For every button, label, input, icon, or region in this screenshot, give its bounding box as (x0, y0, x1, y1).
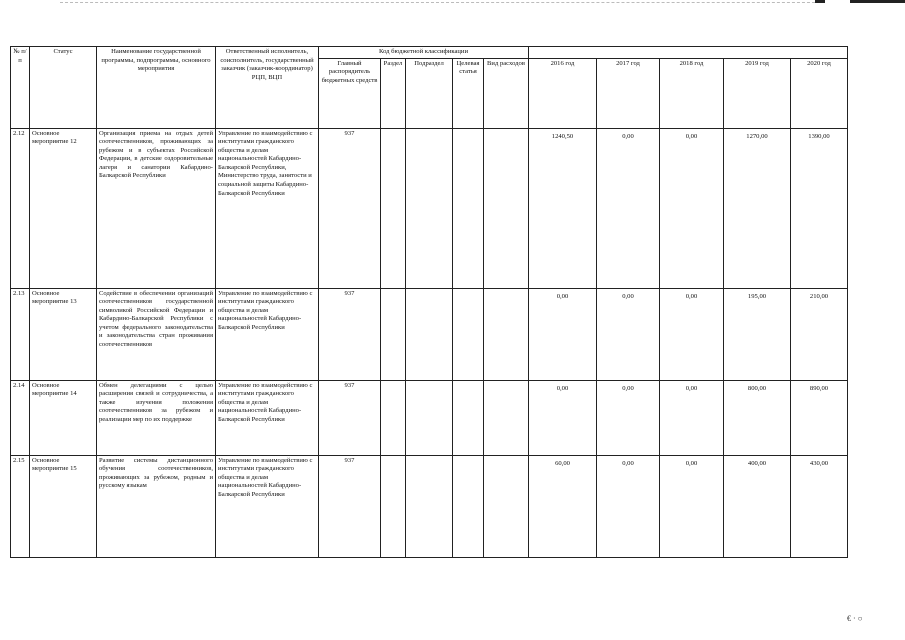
row-status: Основное мероприятие 14 (30, 380, 97, 455)
header-num: № п/п (11, 47, 30, 129)
row-podrazdel (406, 128, 453, 288)
row-celevaya (453, 380, 484, 455)
row-razdel (381, 455, 406, 557)
row-2020: 890,00 (791, 380, 848, 455)
row-celevaya (453, 128, 484, 288)
row-vid (484, 288, 529, 380)
row-2016: 0,00 (529, 380, 597, 455)
row-name: Организация приема на отдых детей соотечественников, проживающих за рубежом и в субъектах Российской Федерации, в детские оздоровительные лагеря и санатории Кабардино-Балкарской Республики (97, 128, 216, 288)
row-celevaya (453, 288, 484, 380)
row-2019: 1270,00 (724, 128, 791, 288)
header-responsible: Ответственный исполнитель, соисполнитель, государственный заказчик (заказчик-координатор) РЦП, ВЦП (216, 47, 319, 129)
header-celevaya: Целевая статья (453, 58, 484, 128)
row-vid (484, 380, 529, 455)
row-status: Основное мероприятие 12 (30, 128, 97, 288)
table-row (11, 380, 848, 455)
budget-program-table (10, 46, 848, 558)
row-responsible: Управление по взаимодействию с институтами гражданского общества и делам национальностей Кабардино-Балкарской Республики (216, 380, 319, 455)
row-2018: 0,00 (660, 128, 724, 288)
header-year-2017: 2017 год (597, 58, 660, 128)
row-name: Содействие в обеспечении организаций соотечественников государственной символикой Российской Федерации и Кабардино-Балкарской Республики с учетом федерального законодательства и законодательства стран проживания соотечественников (97, 288, 216, 380)
row-razdel (381, 128, 406, 288)
row-status: Основное мероприятие 15 (30, 455, 97, 557)
row-2017: 0,00 (597, 455, 660, 557)
row-2017: 0,00 (597, 380, 660, 455)
header-year-2018: 2018 год (660, 58, 724, 128)
row-2016: 1240,50 (529, 128, 597, 288)
table-row (11, 288, 848, 380)
row-grbs: 937 (319, 455, 381, 557)
row-razdel (381, 380, 406, 455)
row-status: Основное мероприятие 13 (30, 288, 97, 380)
row-vid (484, 455, 529, 557)
header-kbk-group: Код бюджетной классификации (319, 47, 529, 59)
row-2020: 1390,00 (791, 128, 848, 288)
header-year-2020: 2020 год (791, 58, 848, 128)
row-num: 2.13 (11, 288, 30, 380)
row-name: Обмен делегациями с целью расширения связей и сотрудничества, а также изучения положения соотечественников за рубежом и реализации мер по их поддержке (97, 380, 216, 455)
row-2017: 0,00 (597, 128, 660, 288)
header-vid: Вид расходов (484, 58, 529, 128)
table-row (11, 128, 848, 288)
row-2019: 400,00 (724, 455, 791, 557)
scan-edge-mark (815, 0, 825, 3)
header-year-2019: 2019 год (724, 58, 791, 128)
row-num: 2.15 (11, 455, 30, 557)
row-podrazdel (406, 455, 453, 557)
row-2018: 0,00 (660, 455, 724, 557)
row-2020: 430,00 (791, 455, 848, 557)
header-podrazdel: Подраздел (406, 58, 453, 128)
row-responsible: Управление по взаимодействию с институтами гражданского общества и делам национальностей Кабардино-Балкарской Республики (216, 455, 319, 557)
corner-mark: € · ○ (847, 614, 863, 623)
row-razdel (381, 288, 406, 380)
row-grbs: 937 (319, 128, 381, 288)
header-name: Наименование государственной программы, подпрограммы, основного мероприятия (97, 47, 216, 129)
row-podrazdel (406, 288, 453, 380)
scan-edge-mark (850, 0, 905, 3)
row-2018: 0,00 (660, 288, 724, 380)
row-vid (484, 128, 529, 288)
row-2016: 60,00 (529, 455, 597, 557)
header-years-group (529, 47, 848, 59)
row-num: 2.14 (11, 380, 30, 455)
row-2019: 800,00 (724, 380, 791, 455)
row-grbs: 937 (319, 288, 381, 380)
row-name: Развитие системы дистанционного обучения соотечественников, проживающих за рубежом, родным и русскому языкам (97, 455, 216, 557)
header-status: Статус (30, 47, 97, 129)
row-2019: 195,00 (724, 288, 791, 380)
header-year-2016: 2016 год (529, 58, 597, 128)
row-num: 2.12 (11, 128, 30, 288)
row-2018: 0,00 (660, 380, 724, 455)
scan-edge-line (60, 2, 820, 3)
row-responsible: Управление по взаимодействию с институтами гражданского общества и делам национальностей Кабардино-Балкарской Республики (216, 288, 319, 380)
row-podrazdel (406, 380, 453, 455)
row-2017: 0,00 (597, 288, 660, 380)
row-celevaya (453, 455, 484, 557)
table-row (11, 455, 848, 557)
header-razdel: Раздел (381, 58, 406, 128)
row-grbs: 937 (319, 380, 381, 455)
row-2016: 0,00 (529, 288, 597, 380)
row-responsible: Управление по взаимодействию с институтами гражданского общества и делам национальностей Кабардино-Балкарской Республики, Министерство труда, занятости и социальной защиты Кабардино-Балкарской Республики (216, 128, 319, 288)
header-grbs: Главный распорядитель бюджетных средств (319, 58, 381, 128)
row-2020: 210,00 (791, 288, 848, 380)
